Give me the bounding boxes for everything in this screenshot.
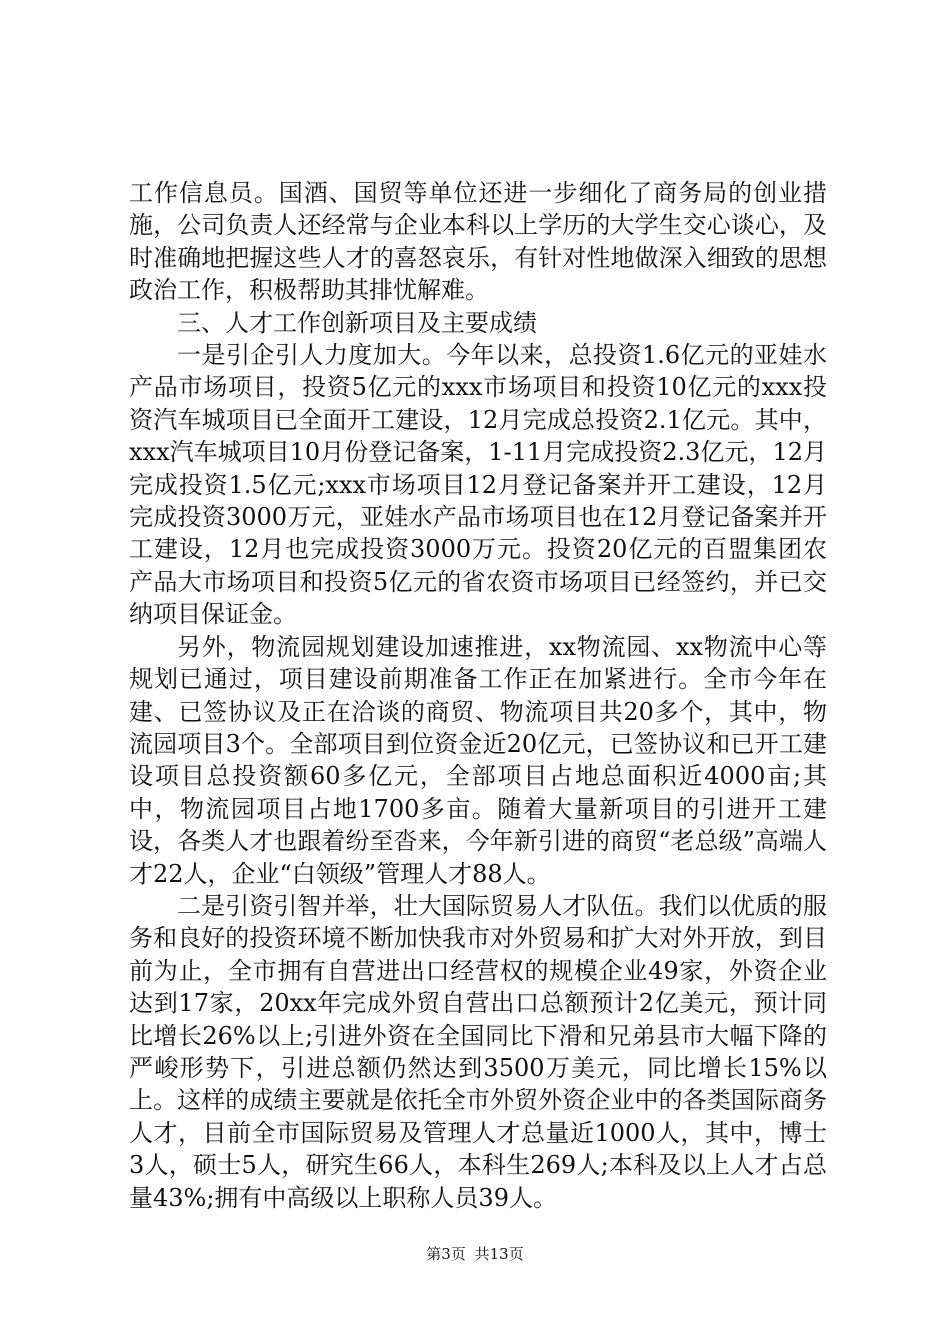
page-total: 共13页 <box>474 1245 524 1263</box>
paragraph: 另外，物流园规划建设加速推进，xx物流园、xx物流中心等规划已通过，项目建设前期准备工作正在加紧进行。全市今年在建、已签协议及正在洽谈的商贸、物流项目共20多个，其中，物流园项目3个。全部项目到位资金近20亿元，已签协议和已开工建设项目总投资额60多亿元，全部项目占地总面积近4000亩;其中，物流园项目占地1700多亩。随着大量新项目的引进开工建设，各类人才也跟着纷至沓来，今年新引进的商贸“老总级”高端人才22人，企业“白领级”管理人才88人。 <box>129 632 827 888</box>
section-heading: 三、人才工作创新项目及主要成绩 <box>177 308 537 337</box>
page-footer <box>0 1243 950 1264</box>
paragraph: 一是引企引人力度加大。今年以来，总投资1.6亿元的亚娃水产品市场项目，投资5亿元的xxx市场项目和投资10亿元的xxx投资汽车城项目已全面开工建设，12月完成总投资2.1亿元。其中，xxx汽车城项目10月份登记备案，1-11月完成投资2.3亿元，12月完成投资1.5亿元;xxx市场项目12月登记备案并开工建设，12月完成投资3000万元，亚娃水产品市场项目也在12月登记备案并开工建设，12月也完成投资3000万元。投资20亿元的百盟集团农产品大市场项目和投资5亿元的省农资市场项目已经签约，并已交纳项目保证金。 <box>129 341 827 629</box>
page-number: 第3页 <box>426 1245 466 1263</box>
document-body <box>129 177 827 1214</box>
paragraph: 工作信息员。国酒、国贸等单位还进一步细化了商务局的创业措施，公司负责人还经常与企业本科以上学历的大学生交心谈心，及时准确地把握这些人才的喜怒哀乐，有针对性地做深入细致的思想政治工作，积极帮助其排忧解难。 <box>129 179 827 305</box>
paragraph: 二是引资引智并举，壮大国际贸易人才队伍。我们以优质的服务和良好的投资环境不断加快我市对外贸易和扩大对外开放，到目前为止，全市拥有自营进出口经营权的规模企业49家，外资企业达到17家，20xx年完成外贸自营出口总额预计2亿美元，预计同比增长26%以上;引进外资在全国同比下滑和兄弟县市大幅下降的严峻形势下，引进总额仍然达到3500万美元，同比增长15%以上。这样的成绩主要就是依托全市外贸外资企业中的各类国际商务人才，目前全市国际贸易及管理人才总量近1000人，其中，博士3人，硕士5人，研究生66人，本科生269人;本科及以上人才占总量43%;拥有中高级以上职称人员39人。 <box>129 891 827 1212</box>
